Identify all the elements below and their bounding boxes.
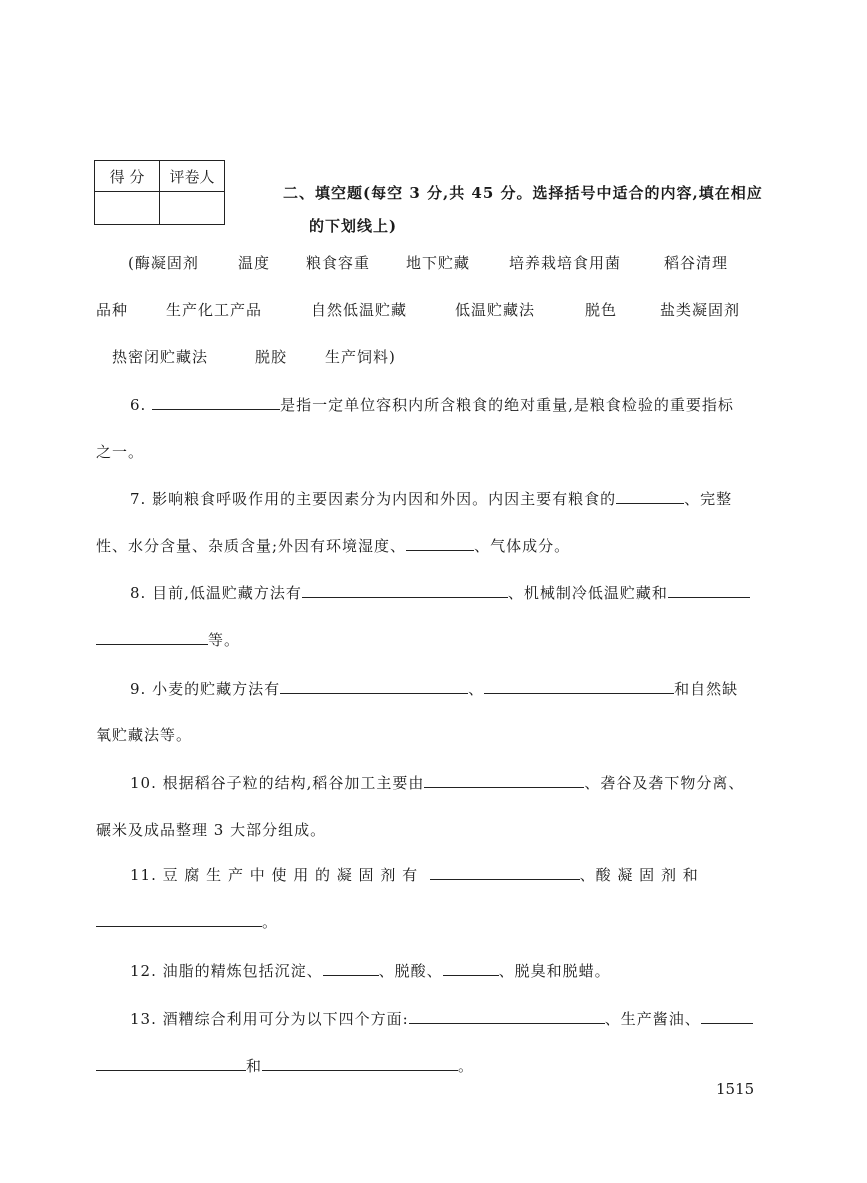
question-6-line1: 6. 是指一定单位容积内所含粮食的绝对重量,是粮食检验的重要指标 [130, 396, 734, 414]
answer-blank[interactable] [409, 1009, 605, 1024]
question-number: 13. [130, 1010, 157, 1028]
question-9-line1: 9. 小麦的贮藏方法有 、 和自然缺 [130, 680, 739, 698]
option-item: 粮食容重 [306, 254, 371, 272]
question-10-line1: 10. 根据稻谷子粒的结构,稻谷加工主要由 、砻谷及砻下物分离、 [130, 774, 745, 792]
question-11-line2: 。 [96, 911, 278, 932]
answer-blank[interactable] [406, 536, 474, 551]
option-item: 地下贮藏 [406, 254, 471, 272]
question-7-line1: 7. 影响粮食呼吸作用的主要因素分为内因和外因。内因主要有粮食的 、完整 [130, 490, 733, 508]
grader-cell[interactable] [160, 192, 225, 225]
option-item: 培养栽培食用菌 [509, 254, 622, 272]
section-heading-line1: 二、填空题(每空 3 分,共 45 分。选择括号中适合的内容,填在相应 [283, 184, 763, 202]
question-13-line2: 和 。 [96, 1055, 474, 1076]
answer-blank[interactable] [616, 489, 684, 504]
answer-blank[interactable] [302, 583, 508, 598]
answer-blank[interactable] [701, 1009, 753, 1024]
answer-blank[interactable] [152, 395, 280, 410]
page-number: 1515 [716, 1080, 755, 1098]
score-cell[interactable] [95, 192, 160, 225]
question-number: 10. [130, 774, 157, 792]
question-10-line2: 碾米及成品整理 3 大部分组成。 [96, 821, 327, 839]
grader-label: 评卷人 [160, 161, 225, 192]
option-item: 品种 [96, 301, 129, 319]
question-6-line2: 之一。 [96, 443, 145, 461]
question-7-line2: 性、水分含量、杂质含量;外因有环境湿度、 、气体成分。 [96, 537, 571, 555]
answer-blank[interactable] [280, 679, 468, 694]
question-8-line2: 等。 [96, 629, 240, 650]
option-item: 盐类凝固剂 [660, 301, 741, 319]
question-number: 9. [130, 680, 147, 698]
question-11-line1: 11. 豆 腐 生 产 中 使 用 的 凝 固 剂 有 、酸 凝 固 剂 和 [130, 866, 699, 884]
question-number: 12. [130, 962, 157, 980]
question-13-line1: 13. 酒糟综合利用可分为以下四个方面: 、生产酱油、 [130, 1008, 753, 1029]
question-9-line2: 氧贮藏法等。 [96, 726, 193, 744]
option-item: 脱胶 [255, 348, 288, 366]
answer-blank[interactable] [323, 961, 379, 976]
option-item: 低温贮藏法 [455, 301, 536, 319]
option-item: 生产饲料) [325, 348, 396, 366]
question-12-line1: 12. 油脂的精炼包括沉淀、 、脱酸、 、脱臭和脱蜡。 [130, 962, 611, 980]
score-table [94, 160, 225, 225]
option-item: 自然低温贮藏 [311, 301, 408, 319]
answer-blank[interactable] [96, 630, 208, 645]
question-number: 11. [130, 866, 157, 884]
answer-blank[interactable] [443, 961, 499, 976]
option-item: 温度 [238, 254, 271, 272]
question-number: 8. [130, 584, 147, 602]
answer-blank[interactable] [96, 912, 262, 927]
option-item: (酶凝固剂 [128, 254, 199, 272]
answer-blank[interactable] [96, 1056, 246, 1071]
question-number: 7. [130, 490, 147, 508]
option-item: 热密闭贮藏法 [112, 348, 209, 366]
answer-blank[interactable] [430, 865, 580, 880]
question-number: 6. [130, 396, 147, 414]
question-8-line1: 8. 目前,低温贮藏方法有 、机械制冷低温贮藏和 [130, 582, 750, 603]
answer-blank[interactable] [668, 583, 750, 598]
answer-blank[interactable] [484, 679, 674, 694]
score-label: 得 分 [95, 161, 160, 192]
option-item: 脱色 [585, 301, 618, 319]
option-item: 生产化工产品 [166, 301, 263, 319]
answer-blank[interactable] [424, 773, 584, 788]
option-item: 稻谷清理 [664, 254, 729, 272]
section-heading-line2: 的下划线上) [309, 217, 398, 235]
answer-blank[interactable] [262, 1056, 458, 1071]
